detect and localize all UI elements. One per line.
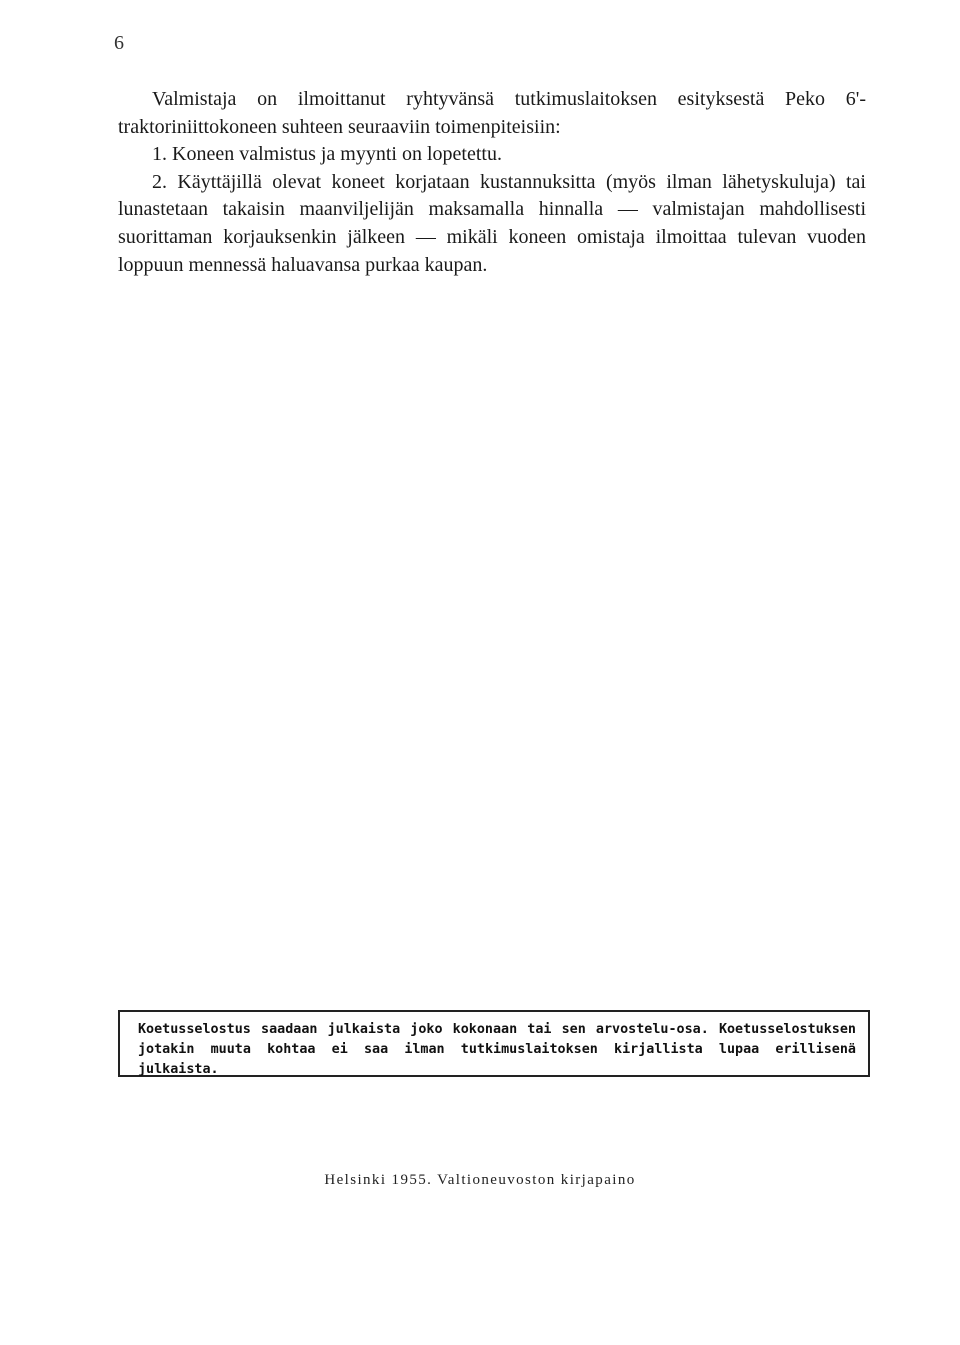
body-text [118, 86, 866, 279]
list-item-2: 2. Käyttäjillä olevat koneet korjataan kustannuksitta (myös ilman lähetyskuluja) tai lunastetaan takaisin maanviljelijän maksamalla hinnalla — valmistajan mahdollisesti suorittaman korjauksenkin jälkeen — mikäli koneen omistaja ilmoittaa tulevan vuoden loppuun mennessä haluavansa purkaa kaupan. [118, 170, 866, 276]
intro-paragraph: Valmistaja on ilmoittanut ryhtyvänsä tutkimuslaitoksen esityksestä Peko 6'-traktoriniittokoneen suhteen seuraaviin toimenpiteisiin: [118, 88, 866, 138]
list-item-1: 1. Koneen valmistus ja myynti on lopetettu. [152, 143, 502, 166]
printer-imprint: Helsinki 1955. Valtioneuvoston kirjapaino [324, 1172, 636, 1188]
publication-notice-box: Koetusselostus saadaan julkaista joko kokonaan tai sen arvostelu-osa. Koetusselostuksen jotakin muuta kohtaa ei saa ilman tutkimuslaitoksen kirjallista lupaa erillisenä julkaista. [118, 1010, 870, 1077]
page-number: 6 [114, 32, 124, 54]
